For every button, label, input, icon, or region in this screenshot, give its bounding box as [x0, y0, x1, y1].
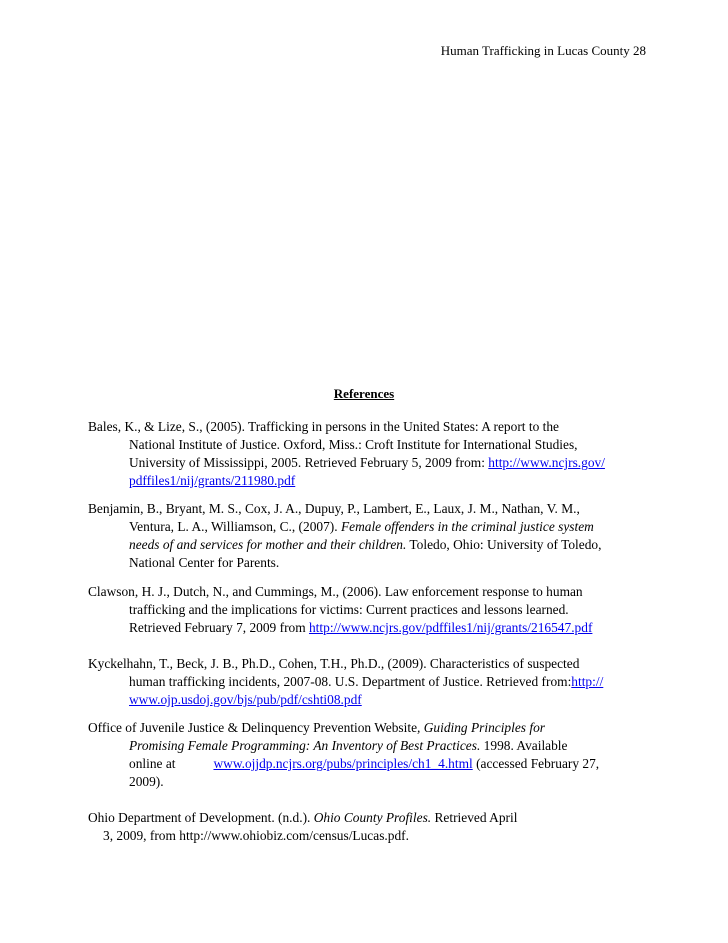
- reference-line: Kyckelhahn, T., Beck, J. B., Ph.D., Cohen, T.H., Ph.D., (2009). Characteristics of suspected: [88, 656, 580, 671]
- reference-text: (accessed February 27,: [472, 756, 600, 771]
- reference-line: [88, 536, 648, 554]
- reference-line: 3, 2009, from http://www.ohiobiz.com/census/Lucas.pdf.: [103, 828, 409, 843]
- reference-text: Toledo, Ohio: University of Toledo,: [406, 537, 602, 552]
- reference-entry-ojjdp: [88, 719, 648, 791]
- reference-line: 2009).: [129, 774, 164, 789]
- reference-title: Promising Female Programming: An Inventory of Best Practices.: [129, 738, 481, 753]
- reference-line: [88, 809, 648, 827]
- reference-title: Female offenders in the criminal justice system: [340, 519, 594, 534]
- reference-text: 1998. Available: [480, 738, 568, 753]
- reference-text: Ventura, L. A., Williamson, C., (2007).: [129, 519, 341, 534]
- reference-entry-clawson: [88, 583, 648, 637]
- reference-text: Office of Juvenile Justice & Delinquency Prevention Website: [88, 720, 418, 735]
- reference-link[interactable]: http://www.ncjrs.gov/: [488, 455, 605, 470]
- reference-line: trafficking and the implications for victims: Current practices and lessons learned.: [129, 602, 569, 617]
- running-head: Human Trafficking in Lucas County 28: [440, 43, 646, 58]
- reference-text: University of Mississippi, 2005. Retrieved February 5, 2009 from:: [129, 455, 489, 470]
- reference-line: [88, 737, 648, 755]
- reference-link[interactable]: pdffiles1/nij/grants/211980.pdf: [129, 473, 296, 488]
- reference-line: [88, 691, 648, 709]
- reference-line: [88, 518, 648, 536]
- reference-line: [88, 755, 648, 773]
- reference-line: [88, 454, 648, 472]
- reference-link[interactable]: www.ojp.usdoj.gov/bjs/pub/pdf/cshti08.pdf: [129, 692, 362, 707]
- reference-entry-benjamin: [88, 500, 648, 572]
- references-heading: References: [333, 386, 395, 401]
- reference-entry-ohio: [88, 809, 648, 845]
- reference-line: National Center for Parents.: [129, 555, 280, 570]
- reference-link[interactable]: www.ojjdp.ncjrs.org/pubs/principles/ch1_4.html: [213, 756, 473, 771]
- reference-line: [88, 472, 648, 490]
- reference-line: [88, 619, 648, 637]
- reference-line: [88, 719, 648, 737]
- reference-text: human trafficking incidents, 2007-08. U.S. Department of Justice. Retrieved from:: [129, 674, 572, 689]
- reference-line: Clawson, H. J., Dutch, N., and Cummings, M., (2006). Law enforcement response to human: [88, 584, 583, 599]
- reference-link[interactable]: http://: [571, 674, 604, 689]
- reference-title: Ohio County Profiles.: [313, 810, 432, 825]
- reference-line: National Institute of Justice. Oxford, Miss.: Croft Institute for International Studies,: [129, 437, 578, 452]
- reference-text: Ohio Department of Development. (n.d.).: [88, 810, 314, 825]
- reference-title: needs of and services for mother and their children.: [129, 537, 407, 552]
- reference-line: Bales, K., & Lize, S., (2005). Trafficking in persons in the United States: A report to the: [88, 419, 559, 434]
- reference-line: Benjamin, B., Bryant, M. S., Cox, J. A., Dupuy, P., Lambert, E., Laux, J. M., Nathan, V. M.,: [88, 501, 580, 516]
- reference-list: [88, 418, 648, 845]
- reference-entry-bales: [88, 418, 648, 490]
- reference-entry-kyckelhahn: [88, 655, 648, 709]
- reference-line: [88, 673, 648, 691]
- reference-link[interactable]: http://www.ncjrs.gov/pdffiles1/nij/grants/216547.pdf: [308, 620, 593, 635]
- reference-text: Retrieved April: [431, 810, 518, 825]
- reference-text: online at: [129, 756, 176, 771]
- reference-text: Retrieved February 7, 2009 from: [129, 620, 309, 635]
- reference-title: , Guiding Principles for: [417, 720, 545, 735]
